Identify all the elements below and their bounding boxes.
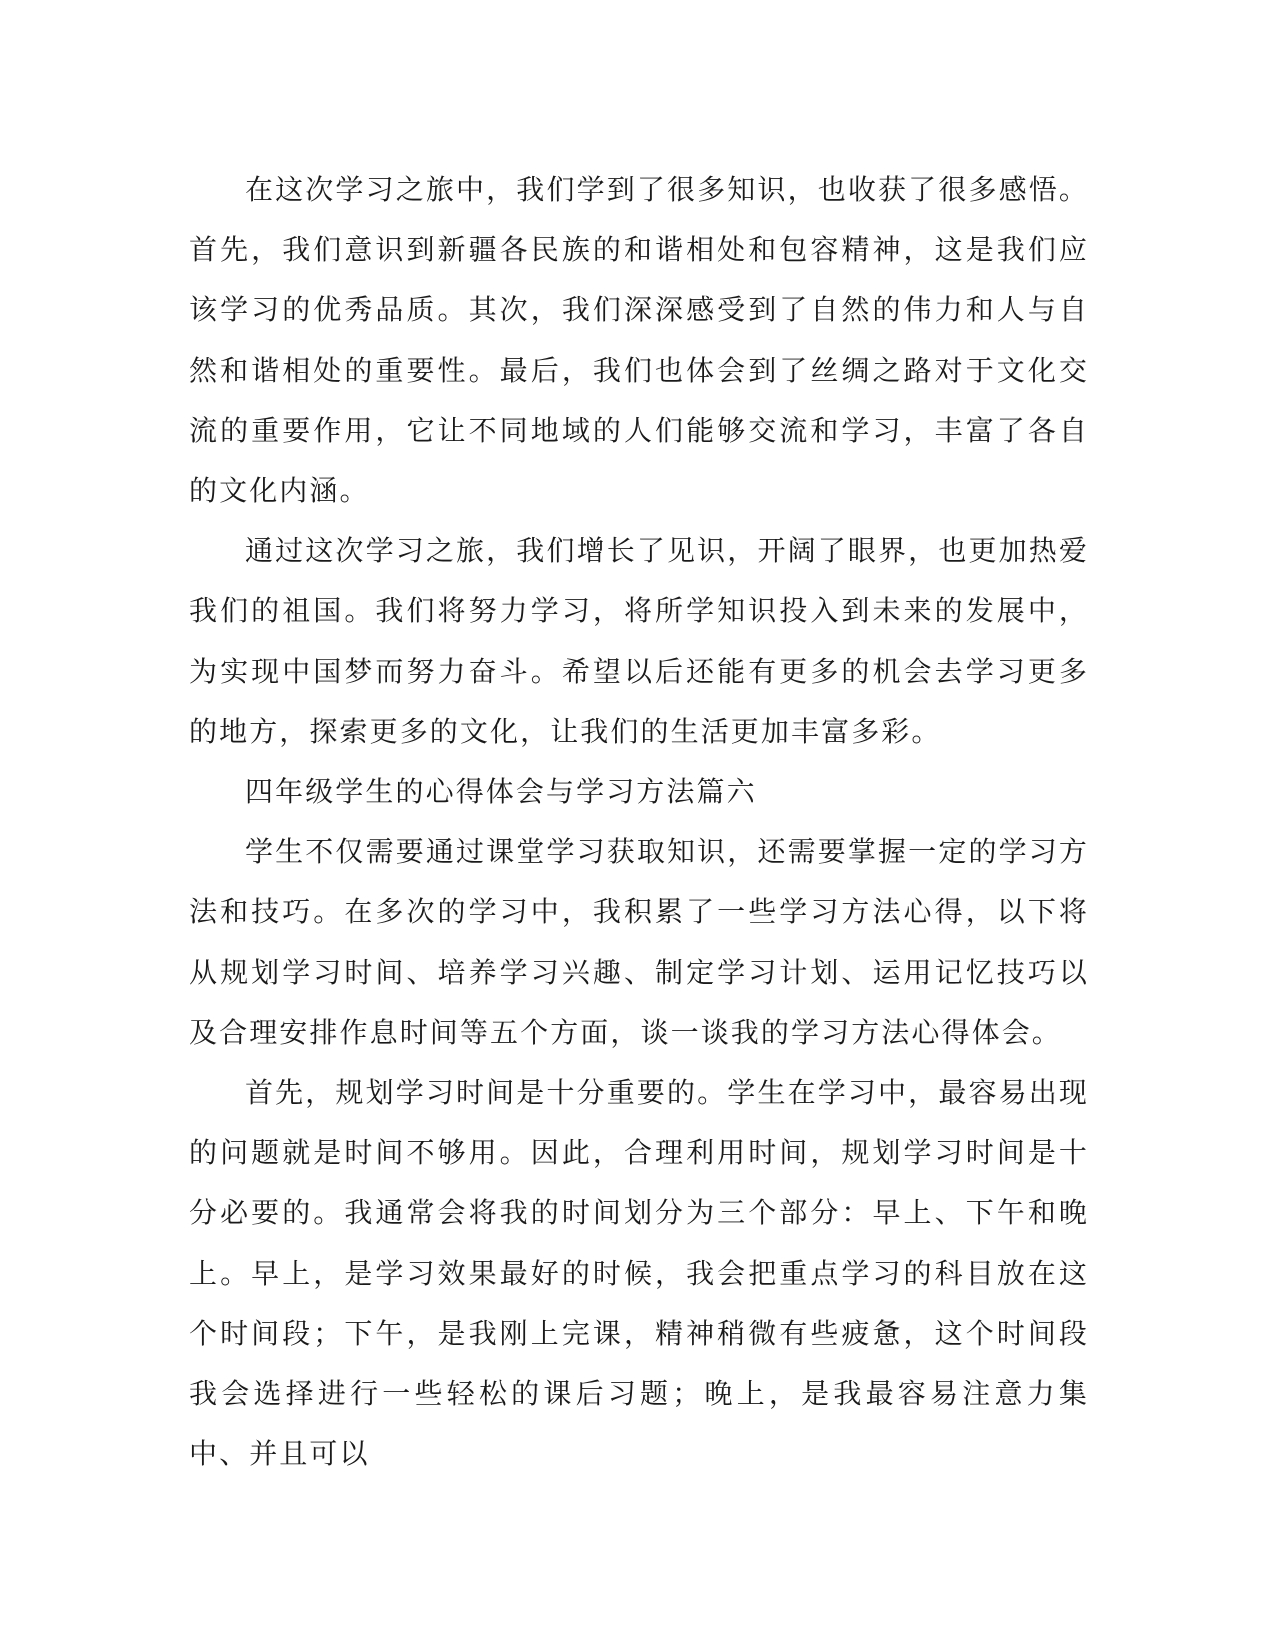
- paragraph-time-planning: 首先，规划学习时间是十分重要的。学生在学习中，最容易出现的问题就是时间不够用。因此，合理利用时间，规划学习时间是十分必要的。我通常会将我的时间划分为三个部分：早上、下午和晚上。早上，是学习效果最好的时候，我会把重点学习的科目放在这个时间段；下午，是我刚上完课，精神稍微有些疲惫，这个时间段我会选择进行一些轻松的课后习题；晚上，是我最容易注意力集中、并且可以: [189, 1076, 1089, 1471]
- document-body: [189, 160, 1089, 1484]
- paragraph-study-trip-reflections: 在这次学习之旅中，我们学到了很多知识，也收获了很多感悟。首先，我们意识到新疆各民族的和谐相处和包容精神，这是我们应该学习的优秀品质。其次，我们深深感受到了自然的伟力和人与自然和谐相处的重要性。最后，我们也体会到了丝绸之路对于文化交流的重要作用，它让不同地域的人们能够交流和学习，丰富了各自的文化内涵。: [189, 173, 1089, 508]
- paragraph-study-methods-intro: 学生不仅需要通过课堂学习获取知识，还需要掌握一定的学习方法和技巧。在多次的学习中，我积累了一些学习方法心得，以下将从规划学习时间、培养学习兴趣、制定学习计划、运用记忆技巧以及合理安排作息时间等五个方面，谈一谈我的学习方法心得体会。: [189, 835, 1089, 1049]
- paragraph-study-trip-conclusion: 通过这次学习之旅，我们增长了见识，开阔了眼界，也更加热爱我们的祖国。我们将努力学习，将所学知识投入到未来的发展中，为实现中国梦而努力奋斗。希望以后还能有更多的机会去学习更多的地方，探索更多的文化，让我们的生活更加丰富多彩。: [189, 534, 1089, 748]
- section-heading: 四年级学生的心得体会与学习方法篇六: [245, 775, 757, 809]
